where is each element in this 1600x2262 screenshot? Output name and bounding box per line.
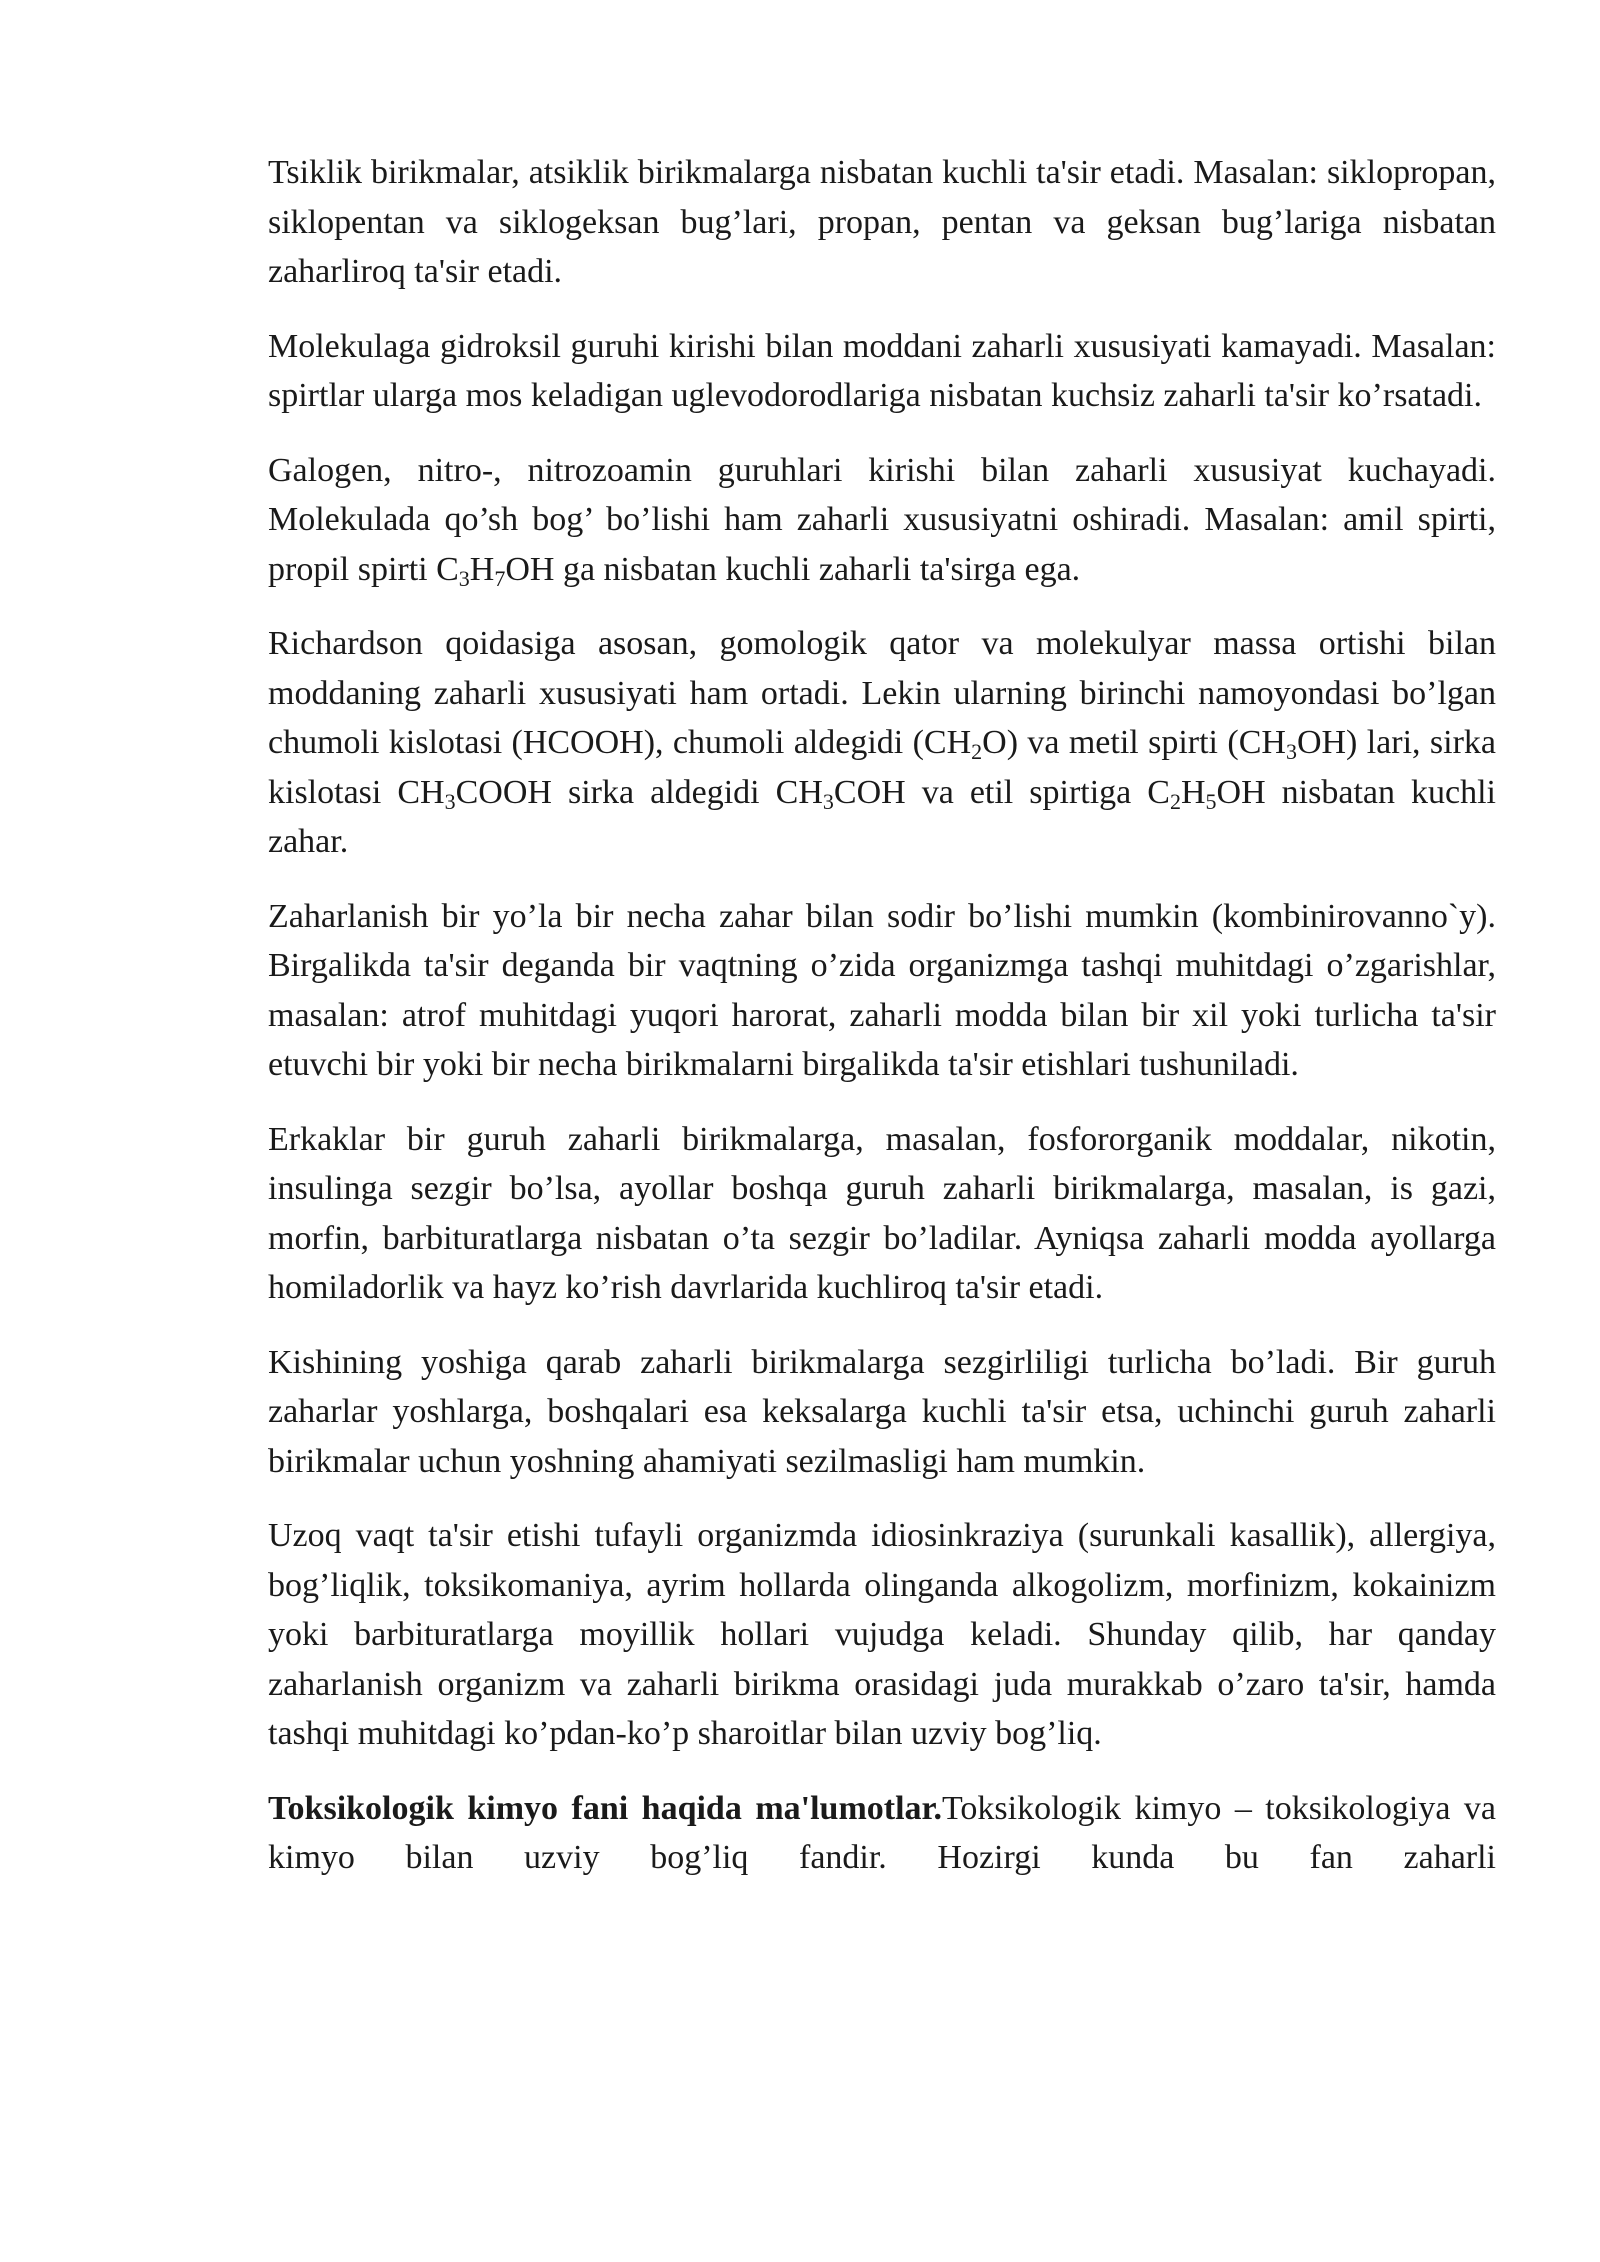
text-run: Tsiklik birikmalar, atsiklik birikmalarga nisbatan kuchli ta'sir etadi. Masalan: siklopropan, siklopentan va siklogeksan bug’lari, propan, pentan va geksan bug’lariga nisbatan zaharliroq ta'sir etadi.: [268, 154, 1496, 290]
text-run: Galogen, nitro-, nitrozoamin guruhlari kirishi bilan zaharli xususiyat kuchayadi. Molekulada qo’sh bog’ bo’lishi ham zaharli xususiyatni oshiradi. Masalan: amil spirti, propil spirti C: [268, 451, 1496, 588]
paragraph-hydroxyl-group: [268, 322, 1496, 421]
subscript: 3: [458, 565, 470, 591]
text-run: Erkaklar bir guruh zaharli birikmalarga, masalan, fosfororganik moddalar, nikotin, insulinga sezgir bo’lsa, ayollar boshqa guruh zaharli birikmalarga, masalan, is gazi, morfin, barbituratlarga nisbatan o’ta sezgir bo’ladilar. Ayniqsa zaharli modda ayollarga homiladorlik va hayz ko’rish davrlarida kuchliroq ta'sir etadi.: [268, 1120, 1496, 1306]
text-run: O) va metil spirti (CH: [982, 724, 1286, 761]
paragraph-halogen-nitro: [268, 446, 1496, 595]
paragraph-cyclic-compounds: [268, 148, 1496, 297]
text-run: OH ga nisbatan kuchli zaharli ta'sirga ega.: [505, 550, 1081, 588]
text-run: Kishining yoshiga qarab zaharli birikmalarga sezgirliligi turlicha bo’ladi. Bir guruh zaharlar yoshlarga, boshqalari esa keksalarga kuchli ta'sir etsa, uchinchi guruh zaharli birikmalar uchun yoshning ahamiyati sezilmasligi ham mumkin.: [268, 1343, 1496, 1480]
text-run: Molekulaga gidroksil guruhi kirishi bilan moddani zaharli xususiyati kamayadi. Masalan: spirtlar ularga mos keladigan uglevodorodlariga nisbatan kuchsiz zaharli ta'sir ko’rsatadi.: [268, 327, 1496, 414]
paragraph-richardson-rule: [268, 619, 1496, 867]
paragraph-age-sensitivity: [268, 1338, 1496, 1487]
text-run: H: [1180, 773, 1206, 811]
subscript: 3: [444, 788, 456, 814]
subscript: 5: [1205, 788, 1217, 814]
text-run: H: [469, 550, 495, 588]
text-run: Richardson qoidasiga asosan, gomologik qator va molekulyar massa ortishi bilan moddaning zaharli xususiyati ham ortadi. Lekin ularning birinchi namoyondasi bo’lgan chumoli kislotasi (HCOOH), chumoli aldegidi (CH: [268, 625, 1496, 761]
paragraph-toxicological-chemistry: [268, 1784, 1496, 1883]
document-page: [268, 148, 1496, 1908]
text-run: OH) lari, sirka kislotasi CH: [268, 724, 1497, 811]
text-run: OH nisbatan kuchli zahar.: [268, 773, 1497, 860]
text-run: Uzoq vaqt ta'sir etishi tufayli organizmda idiosinkraziya (surunkali kasallik), allergiya, bog’liqlik, toksikomaniya, ayrim hollarda olinganda alkogolizm, morfinizm, kokainizm yoki barbituratlarga moyillik hollari vujudga keladi. Shunday qilib, har qanday zaharlanish organizm va zaharli birikma orasidagi juda murakkab o’zaro ta'sir, hamda tashqi muhitdagi ko’pdan-ko’p sharoitlar bilan uzviy bog’liq.: [268, 1517, 1496, 1752]
section-heading: Toksikologik kimyo fani haqida ma'lumotlar.: [268, 1789, 942, 1827]
subscript: 3: [1285, 739, 1297, 764]
text-run: COH va etil spirtiga C: [833, 773, 1170, 811]
text-run: Zaharlanish bir yo’la bir necha zahar bilan sodir bo’lishi mumkin (kombinirovanno`y). Birgalikda ta'sir deganda bir vaqtning o’zida organizmga tashqi muhitdagi o’zgarishlar, masalan: atrof muhitdagi yuqori harorat, zaharli modda bilan bir xil yoki turlicha ta'sir etuvchi bir yoki bir necha birikmalarni birgalikda ta'sir etishlari tushuniladi.: [268, 897, 1496, 1083]
subscript: 3: [822, 788, 834, 814]
paragraph-combined-poisoning: [268, 892, 1496, 1090]
text-run: COOH sirka aldegidi CH: [455, 773, 823, 811]
subscript: 2: [1169, 788, 1181, 814]
subscript: 2: [971, 739, 983, 764]
paragraph-gender-sensitivity: [268, 1115, 1496, 1313]
paragraph-long-term-exposure: [268, 1511, 1496, 1759]
text-run: Toksikologik kimyo – toksikologiya va kimyo bilan uzviy bog’liq fandir. Hozirgi kunda bu fan zaharli: [268, 1789, 1496, 1876]
subscript: 7: [494, 565, 506, 591]
